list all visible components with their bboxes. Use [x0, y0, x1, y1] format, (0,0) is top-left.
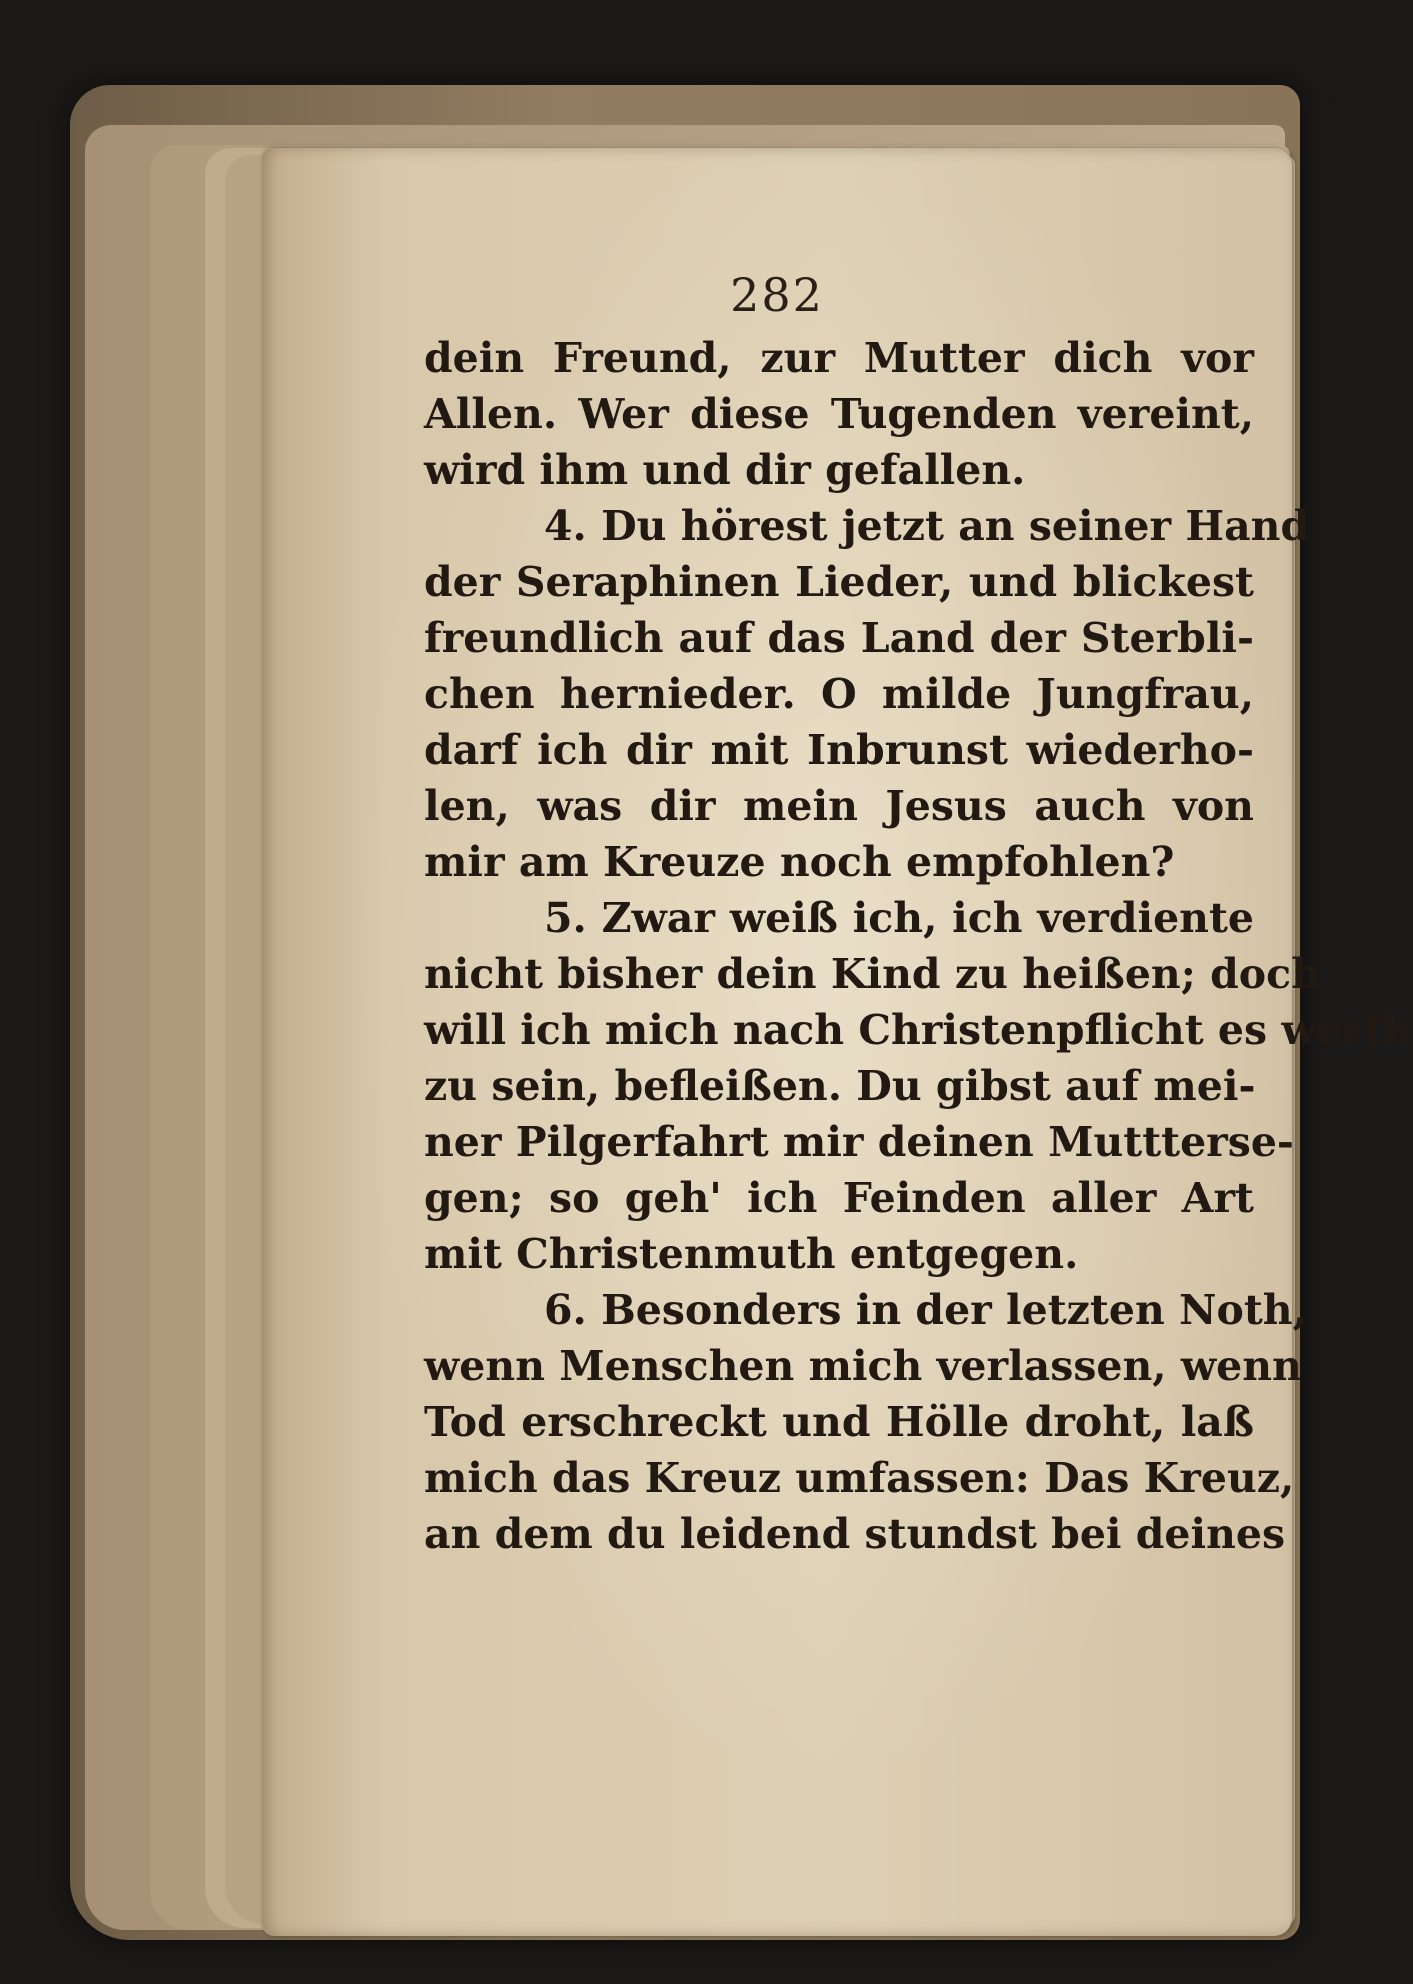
- text-line: will ich mich nach Christenpflicht es werth: [424, 1006, 1413, 1054]
- verse-6-start: 6. Besonders in der letzten Noth,: [544, 1286, 1307, 1334]
- text-line: gen; so geh' ich Feinden aller Art: [424, 1174, 1254, 1222]
- text-line: Allen. Wer diese Tugenden vereint,: [424, 390, 1254, 438]
- text-line: darf ich dir mit Inbrunst wiederho-: [424, 726, 1254, 774]
- text-line: mich das Kreuz umfassen: Das Kreuz,: [424, 1454, 1295, 1502]
- text-line: ner Pilgerfahrt mir deinen Muttterse-: [424, 1118, 1294, 1166]
- text-line: nicht bisher dein Kind zu heißen; doch: [424, 950, 1321, 998]
- book-page: [262, 148, 1413, 1936]
- text-line: mir am Kreuze noch empfohlen?: [424, 838, 1175, 886]
- text-line: an dem du leidend stundst bei deines: [424, 1510, 1286, 1558]
- text-line: der Seraphinen Lieder, und blickest: [424, 558, 1254, 606]
- text-line: Tod erschreckt und Hölle droht, laß: [424, 1398, 1254, 1446]
- verse-5-start: 5. Zwar weiß ich, ich verdiente: [544, 894, 1254, 942]
- page-text: [424, 330, 1413, 1562]
- text-line: chen hernieder. O milde Jungfrau,: [424, 670, 1254, 718]
- text-line: len, was dir mein Jesus auch von: [424, 782, 1254, 830]
- text-line: wird ihm und dir gefallen.: [424, 446, 1026, 494]
- text-line: zu sein, befleißen. Du gibst auf mei-: [424, 1062, 1256, 1110]
- text-line: mit Christenmuth entgegen.: [424, 1230, 1079, 1278]
- text-line: freundlich auf das Land der Sterbli-: [424, 614, 1254, 662]
- page-number: 282: [730, 268, 824, 322]
- text-line: dein Freund, zur Mutter dich vor: [424, 334, 1254, 382]
- verse-4-start: 4. Du hörest jetzt an seiner Hand: [544, 502, 1310, 550]
- text-line: wenn Menschen mich verlassen, wenn: [424, 1342, 1302, 1390]
